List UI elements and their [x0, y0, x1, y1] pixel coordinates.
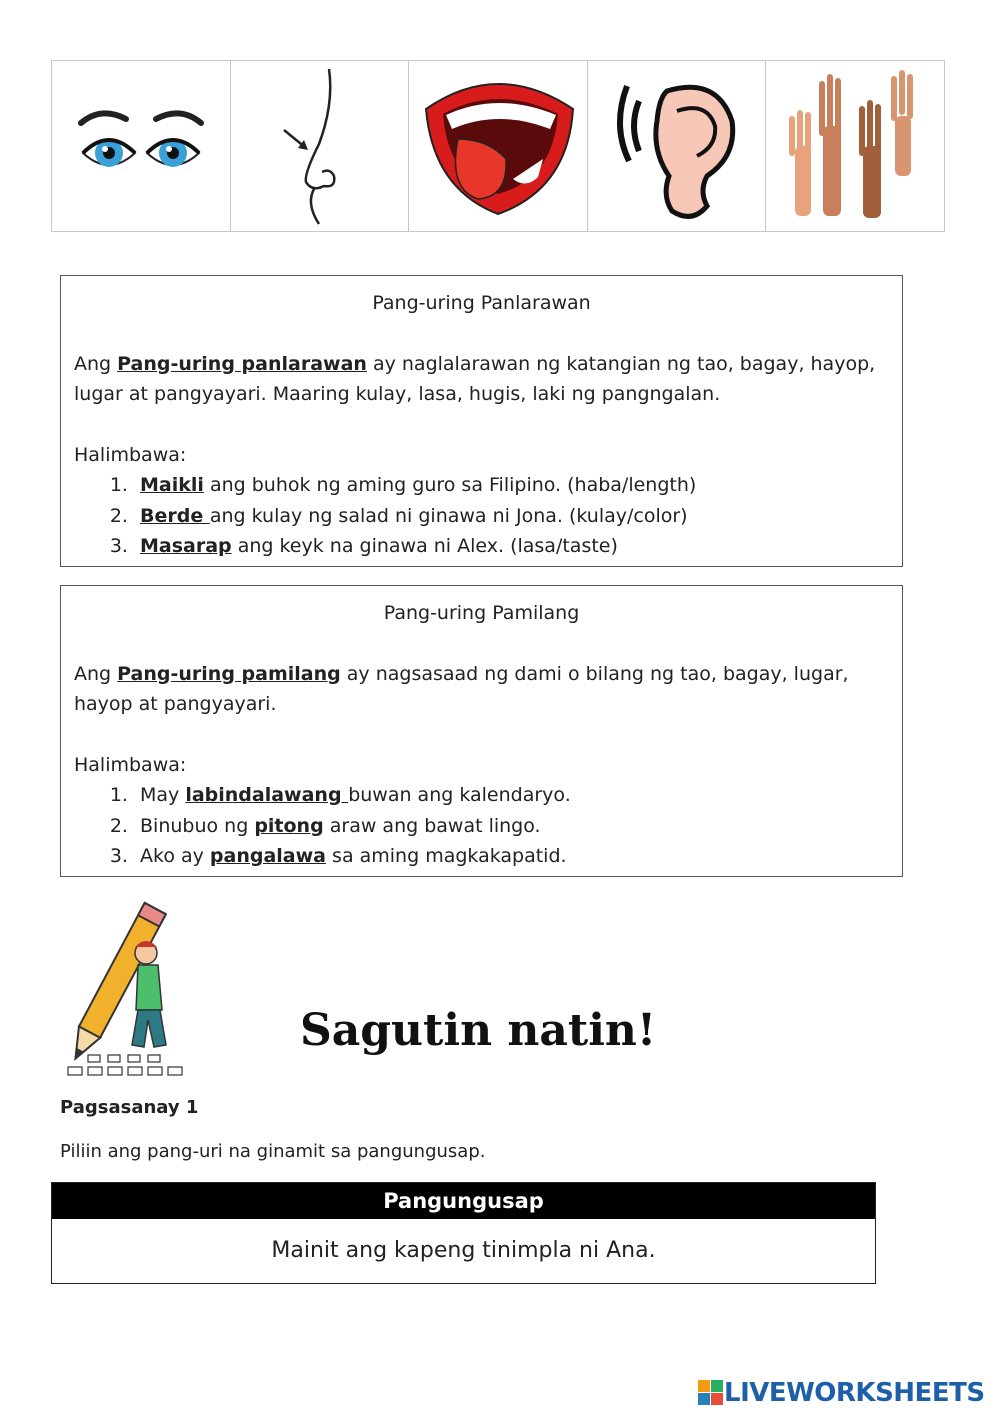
example-label: Halimbawa: [74, 443, 187, 466]
hands-image [766, 61, 944, 231]
brand-name: LIVEWORKSHEETS [724, 1378, 985, 1408]
page-heading: Sagutin natin! [300, 1005, 657, 1056]
sentence-text[interactable]: Mainit ang kapeng tinimpla ni Ana. [271, 1238, 656, 1263]
example-item: 1. May labindalawang buwan ang kalendaryo. [134, 780, 889, 811]
example-item: 3. Ako ay pangalawa sa aming magkakapatid. [134, 841, 889, 872]
practice-instruction: Piliin ang pang-uri na ginamit sa pangungusap. [60, 1141, 486, 1162]
example-label: Halimbawa: [74, 753, 187, 776]
definition-term: Pang-uring pamilang [117, 662, 341, 685]
senses-image-strip [51, 60, 945, 232]
liveworksheets-logo-icon [698, 1380, 724, 1406]
example-item: 2. Berde ang kulay ng salad ni ginawa ni Jona. (kulay/color) [134, 501, 889, 532]
example-item: 2. Binubuo ng pitong araw ang bawat lingo. [134, 811, 889, 842]
ear-image [588, 61, 767, 231]
table-header: Pangungusap [52, 1183, 875, 1219]
example-item: 1. Maikli ang buhok ng aming guro sa Filipino. (haba/length) [134, 470, 889, 501]
pencil-boy-illustration [58, 895, 193, 1084]
sentence-table [51, 1182, 876, 1284]
definition-text: Ang Pang-uring pamilang ay nagsasaad ng dami o bilang ng tao, bagay, lugar, hayop at pangyayari. [74, 662, 849, 715]
mouth-image [409, 61, 588, 231]
example-list [74, 470, 889, 562]
definition-text: Ang Pang-uring panlarawan ay naglalarawan ng katangian ng tao, bagay, hayop, lugar at pangyayari. Maaring kulay, lasa, hugis, laki ng pangngalan. [74, 352, 876, 405]
box-title: Pang-uring Pamilang [383, 602, 580, 624]
eyes-image [52, 61, 231, 231]
nose-image [231, 61, 410, 231]
definition-term: Pang-uring panlarawan [117, 352, 367, 375]
definition-box-panlarawan [60, 275, 903, 567]
example-item: 3. Masarap ang keyk na ginawa ni Alex. (lasa/taste) [134, 531, 889, 562]
definition-box-pamilang [60, 585, 903, 877]
box-title: Pang-uring Panlarawan [372, 292, 591, 314]
example-list [74, 780, 889, 872]
liveworksheets-brand [698, 1378, 985, 1408]
practice-title: Pagsasanay 1 [60, 1097, 199, 1118]
